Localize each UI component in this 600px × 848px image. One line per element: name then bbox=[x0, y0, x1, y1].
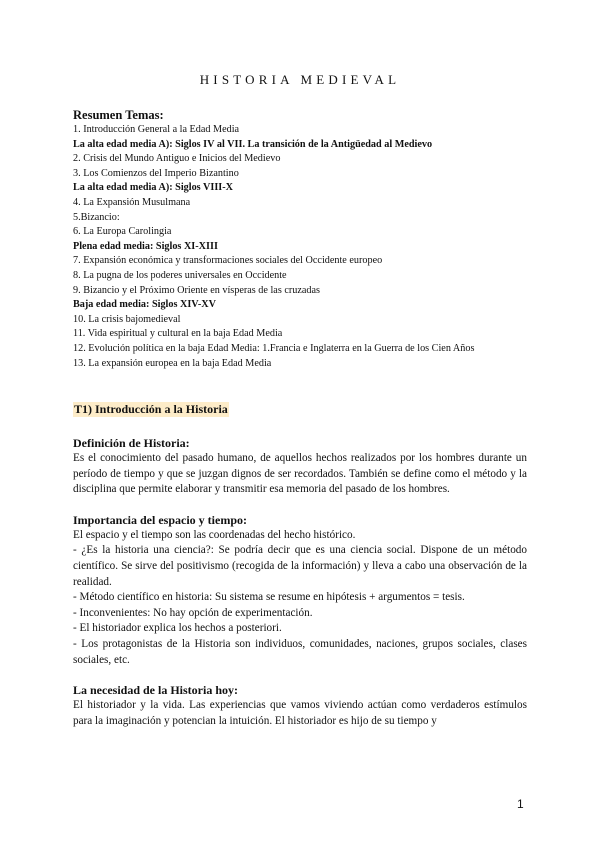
summary-item: 7. Expansión económica y transformaciones sociales del Occidente europeo bbox=[73, 255, 383, 267]
page-number: 1 bbox=[517, 797, 524, 811]
importance-paragraph: El espacio y el tiempo son las coordenadas del hecho histórico. bbox=[73, 528, 356, 541]
summary-item: 13. La expansión europea en la baja Edad Media bbox=[73, 357, 272, 369]
summary-list bbox=[73, 123, 527, 371]
importance-heading: Importancia del espacio y tiempo: bbox=[73, 512, 247, 527]
necessity-heading: La necesidad de la Historia hoy: bbox=[73, 683, 239, 698]
importance-paragraph: - Inconvenientes: No hay opción de experimentación. bbox=[73, 606, 313, 619]
importance-paragraph: - El historiador explica los hechos a posteriori. bbox=[73, 622, 282, 635]
summary-item: 3. Los Comienzos del Imperio Bizantino bbox=[73, 167, 239, 179]
summary-section: La alta edad media A): Siglos IV al VII. La transición de la Antigüedad al Medievo bbox=[73, 138, 433, 150]
definition-heading: Definición de Historia: bbox=[73, 436, 190, 451]
summary-item: 11. Vida espiritual y cultural en la baja Edad Media bbox=[73, 328, 283, 340]
necessity-paragraph: El historiador y la vida. Las experiencias que vamos viviendo actúan como verdaderos estímulos para la imaginación y potencian la intuición. El historiador es hijo de su tiempo y bbox=[73, 699, 527, 727]
summary-item: 2. Crisis del Mundo Antiguo e Inicios del Medievo bbox=[73, 153, 281, 165]
summary-item: 12. Evolución política en la baja Edad Media: 1.Francia e Inglaterra en la Guerra de los Cien Años bbox=[73, 342, 475, 354]
summary-heading: Resumen Temas: bbox=[73, 108, 164, 122]
document-title: HISTORIA MEDIEVAL bbox=[199, 72, 401, 87]
summary-item: 6. La Europa Carolingia bbox=[73, 226, 172, 238]
importance-paragraph: - Método científico en historia: Su sistema se resume en hipótesis + argumentos = tesis. bbox=[73, 591, 465, 604]
importance-paragraph: - ¿Es la historia una ciencia?: Se podría decir que es una ciencia social. Dispone de un método científico. Se sirve del positivismo (recogida de la información) y lleva a cabo una observación de la realidad. bbox=[73, 544, 527, 588]
summary-section: Baja edad media: Siglos XIV-XV bbox=[73, 299, 217, 311]
definition-paragraph: Es el conocimiento del pasado humano, de aquellos hechos realizados por los hombres durante un período de tiempo y que se juzgan dignos de ser recordados. También se define como el método y la disciplina que permite elaborar y transmitir esa memoria del pasado de los hombres. bbox=[73, 452, 527, 496]
summary-item: 10. La crisis bajomedieval bbox=[73, 313, 181, 325]
summary-item: 8. La pugna de los poderes universales en Occidente bbox=[73, 269, 287, 281]
summary-section: Plena edad media: Siglos XI-XIII bbox=[73, 240, 218, 252]
importance-paragraph: - Los protagonistas de la Historia son individuos, comunidades, naciones, grupos sociales, clases sociales, etc. bbox=[73, 638, 527, 666]
summary-item: 9. Bizancio y el Próximo Oriente en vísperas de las cruzadas bbox=[73, 284, 320, 296]
summary-item: 5.Bizancio: bbox=[73, 211, 120, 223]
summary-item: 4. La Expansión Musulmana bbox=[73, 196, 191, 208]
chapter-title: T1) Introducción a la Historia bbox=[74, 402, 228, 417]
content-body bbox=[73, 108, 527, 729]
summary-section: La alta edad media A): Siglos VIII-X bbox=[73, 182, 233, 194]
summary-item: 1. Introducción General a la Edad Media bbox=[73, 124, 240, 135]
